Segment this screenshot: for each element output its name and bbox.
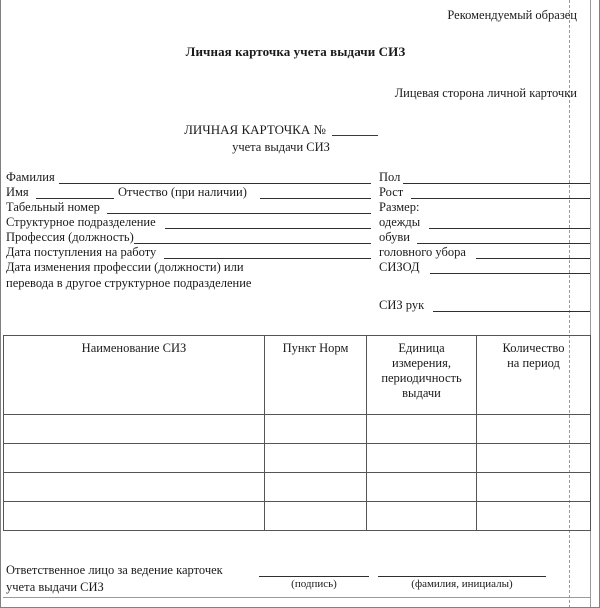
field-rule-siz-ruk[interactable] [433, 311, 590, 312]
name-caption: (фамилия, инициалы) [411, 578, 513, 590]
field-label-rost: Рост [379, 185, 404, 199]
signature-field [259, 562, 369, 590]
table-row [4, 473, 591, 502]
table-cell-edinitsa[interactable] [367, 473, 477, 502]
table-row [4, 502, 591, 531]
table-header-kolichestvo-line1: Количество [502, 341, 565, 355]
field-row-obuvi [379, 230, 590, 245]
field-row-spacer [379, 275, 590, 298]
field-label-tabelnyi-nomer: Табельный номер [6, 200, 100, 214]
table-header-edinitsa-line3: периодичность [381, 371, 462, 385]
table-cell-edinitsa[interactable] [367, 502, 477, 531]
field-row-pol [379, 170, 590, 185]
note-front-side: Лицевая сторона личной карточки [394, 86, 577, 100]
field-label-data-izmeneniya-professii: Дата изменения профессии (должности) или [6, 260, 244, 274]
responsible-person-text [6, 562, 223, 596]
field-rule-rost[interactable] [411, 198, 590, 199]
table-cell-naimenovanie[interactable] [4, 502, 265, 531]
table-cell-punkt-norm[interactable] [265, 473, 367, 502]
note-recommended-sample: Рекомендуемый образец [447, 8, 577, 22]
table-cell-punkt-norm[interactable] [265, 502, 367, 531]
table-header-naimenovanie-line1: Наименование СИЗ [81, 341, 187, 355]
table-cell-kolichestvo[interactable] [477, 415, 591, 444]
fields-right-column [379, 170, 590, 313]
field-rule-pol[interactable] [403, 183, 590, 184]
field-row-data-izmeneniya-professii [6, 260, 374, 275]
field-rule-golovnogo-ubora[interactable] [476, 258, 590, 259]
field-label-obuvi: обуви [379, 230, 410, 244]
field-rule-imya[interactable] [36, 198, 114, 199]
table-header-edinitsa-line1: Единица [398, 341, 445, 355]
field-label-razmer: Размер: [379, 200, 420, 214]
field-row-siz-ruk [379, 298, 590, 313]
table-cell-kolichestvo[interactable] [477, 444, 591, 473]
table-cell-edinitsa[interactable] [367, 415, 477, 444]
field-row-odezhdy [379, 215, 590, 230]
table-cell-naimenovanie[interactable] [4, 473, 265, 502]
field-label-otchestvo: Отчество (при наличии) [118, 185, 247, 199]
field-label-familia: Фамилия [6, 170, 55, 184]
table-header-punkt-norm [265, 336, 367, 415]
field-row-imya-otchestvo [6, 185, 374, 200]
table-row [4, 444, 591, 473]
field-row-perevoda-v-drugoe [6, 275, 374, 292]
field-rule-tabelnyi-nomer[interactable] [107, 213, 371, 214]
table-cell-kolichestvo[interactable] [477, 473, 591, 502]
field-label-siz-ruk: СИЗ рук [379, 298, 425, 312]
table-cell-naimenovanie[interactable] [4, 415, 265, 444]
field-label-pol: Пол [379, 170, 401, 184]
signature-rule[interactable] [259, 562, 369, 577]
table-header-edinitsa-line4: выдачи [402, 386, 441, 400]
table-cell-kolichestvo[interactable] [477, 502, 591, 531]
field-label-perevoda-v-drugoe: перевода в другое структурное подразделение [6, 276, 252, 290]
table-cell-punkt-norm[interactable] [265, 415, 367, 444]
field-rule-obuvi[interactable] [417, 243, 590, 244]
field-label-imya: Имя [6, 185, 29, 199]
field-row-data-postupleniya [6, 245, 374, 260]
table-header-naimenovanie [4, 336, 265, 415]
card-subtitle: учета выдачи СИЗ [232, 140, 330, 154]
field-row-golovnogo-ubora [379, 245, 590, 260]
table-cell-punkt-norm[interactable] [265, 444, 367, 473]
table-cell-edinitsa[interactable] [367, 444, 477, 473]
field-row-sizod [379, 260, 590, 275]
field-label-professiya: Профессия (должность) [6, 230, 134, 244]
field-rule-strukturnoe-podrazdelenie[interactable] [165, 228, 371, 229]
field-label-odezhdy: одежды [379, 215, 421, 229]
card-number-blank[interactable] [332, 124, 378, 136]
field-label-strukturnoe-podrazdelenie: Структурное подразделение [6, 215, 156, 229]
field-rule-odezhdy[interactable] [429, 228, 590, 229]
field-rule-familia[interactable] [59, 183, 371, 184]
table-header-punkt-norm-line1: Пункт Норм [282, 341, 349, 355]
field-row-familia [6, 170, 374, 185]
field-label-data-postupleniya: Дата поступления на работу [6, 245, 157, 259]
table-header-kolichestvo [477, 336, 591, 415]
card-title-block [1, 122, 561, 155]
table-row [4, 415, 591, 444]
field-rule-otchestvo[interactable] [260, 198, 371, 199]
table-header-row [4, 336, 591, 415]
responsible-person-line1: Ответственное лицо за ведение карточек [6, 563, 223, 577]
name-rule[interactable] [378, 562, 546, 577]
footer-bottom-border [3, 597, 590, 598]
field-rule-data-postupleniya[interactable] [164, 258, 371, 259]
field-rule-professiya[interactable] [134, 243, 371, 244]
field-rule-sizod[interactable] [430, 273, 590, 274]
field-label-golovnogo-ubora: головного убора [379, 245, 466, 259]
field-row-tabelnyi-nomer [6, 200, 374, 215]
signature-caption: (подпись) [291, 578, 337, 590]
field-row-razmer [379, 200, 590, 215]
card-title-row [1, 122, 561, 138]
siz-issue-table [3, 335, 591, 531]
table-cell-naimenovanie[interactable] [4, 444, 265, 473]
responsible-person-line2: учета выдачи СИЗ [6, 580, 104, 594]
fields-left-column [6, 170, 374, 292]
card-title-number-label: ЛИЧНАЯ КАРТОЧКА № [184, 122, 326, 137]
field-row-professiya [6, 230, 374, 245]
field-row-strukturnoe-podrazdelenie [6, 215, 374, 230]
table-header-kolichestvo-line2: на период [507, 356, 560, 370]
field-row-rost [379, 185, 590, 200]
field-label-sizod: СИЗОД [379, 260, 420, 274]
name-field [378, 562, 546, 590]
page-title: Личная карточка учета выдачи СИЗ [185, 44, 406, 59]
table-header-edinitsa-izmereniya [367, 336, 477, 415]
table-header-edinitsa-line2: измерения, [392, 356, 451, 370]
